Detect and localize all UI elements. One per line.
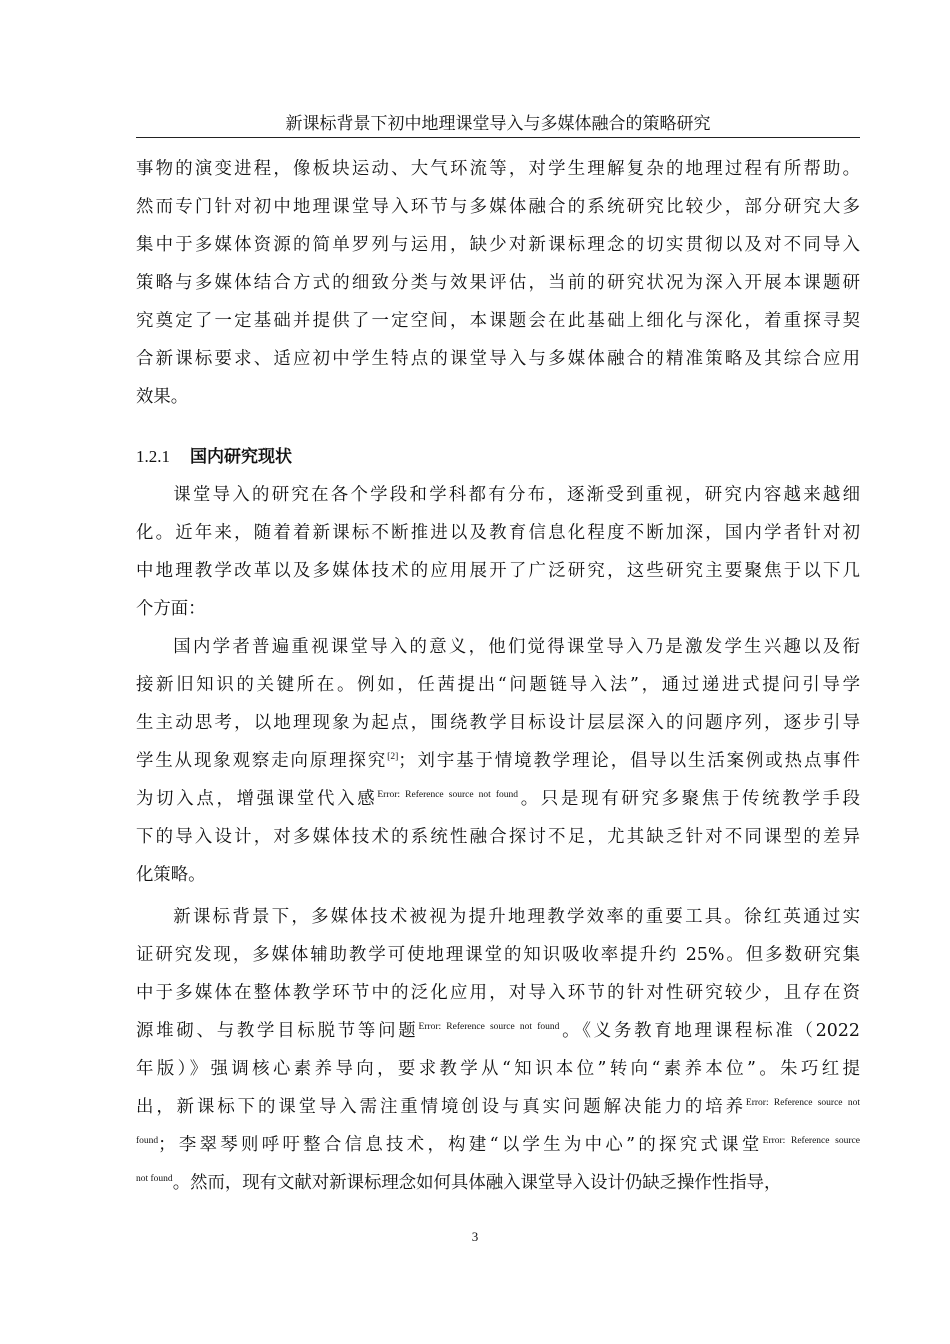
text-line: 为切入点，增强课堂代入感$^{Error: Reference source not found}$。只是现有研究多聚焦于传统教学手段 bbox=[136, 789, 860, 809]
paragraph-4 bbox=[136, 898, 860, 1202]
text-line: 新课标背景下，多媒体技术被视为提升地理教学效率的重要工具。徐红英通过实 bbox=[171, 907, 860, 927]
citation-ref[interactable]: not found bbox=[136, 1174, 173, 1184]
page-number: 3 bbox=[471, 1229, 479, 1244]
citation-ref[interactable]: Error: Reference source not found bbox=[418, 1022, 560, 1032]
citation-ref[interactable]: [2] bbox=[387, 752, 399, 762]
header-rule bbox=[136, 137, 860, 138]
text-line: 国内学者普遍重视课堂导入的意义，他们觉得课堂导入乃是激发学生兴趣以及衔 bbox=[171, 637, 860, 657]
text-line: 化策略。 bbox=[136, 865, 206, 885]
section-title: 国内研究现状 bbox=[190, 447, 292, 467]
paragraph-2 bbox=[136, 476, 860, 628]
citation-ref[interactable]: Error: Reference source not found bbox=[377, 790, 519, 800]
text-line: 下的导入设计，对多媒体技术的系统性融合探讨不足，尤其缺乏针对不同课型的差异 bbox=[136, 827, 860, 847]
section-heading bbox=[136, 438, 860, 476]
section-number: 1.2.1 bbox=[136, 447, 170, 466]
text-line: 策略与多媒体结合方式的细致分类与效果评估，当前的研究状况为深入开展本课题研 bbox=[136, 273, 860, 293]
citation-ref[interactable]: Error: Reference source not bbox=[745, 1098, 860, 1108]
text-line: 接新旧知识的关键所在。例如，任茜提出“问题链导入法”，通过递进式提问引导学 bbox=[136, 675, 860, 695]
text-line: 源堆砌、与教学目标脱节等问题$^{Error: Reference source not found}$。《义务教育地理课程标准（2022 bbox=[136, 1021, 860, 1041]
paragraph-1 bbox=[136, 150, 860, 416]
text-line: 出，新课标下的课堂导入需注重情境创设与真实问题解决能力的培养$^{Error: Reference source not}$ bbox=[136, 1097, 860, 1117]
text-line: 事物的演变进程，像板块运动、大气环流等，对学生理解复杂的地理过程有所帮助。 bbox=[136, 159, 860, 179]
citation-ref[interactable]: Error: Reference source bbox=[762, 1136, 860, 1146]
text-line: $^{not found}$。然而，现有文献对新课标理念如何具体融入课堂导入设计仍缺乏操作性指导， bbox=[136, 1173, 782, 1193]
text-line: 年版）》强调核心素养导向，要求教学从“知识本位”转向“素养本位”。朱巧红提 bbox=[136, 1059, 860, 1079]
text-line: $^{found}$；李翠琴则呼吁整合信息技术，构建“以学生为中心”的探究式课堂$^{Error: Reference source}$ bbox=[136, 1135, 860, 1155]
text-line: 效果。 bbox=[136, 387, 189, 407]
paragraph-3 bbox=[136, 628, 860, 894]
text-line: 证研究发现，多媒体辅助教学可使地理课堂的知识吸收率提升约 25%。但多数研究集 bbox=[136, 945, 860, 965]
body-text bbox=[136, 150, 860, 1202]
text-line: 个方面： bbox=[136, 599, 206, 619]
text-line: 然而专门针对初中地理课堂导入环节与多媒体融合的系统研究比较少，部分研究大多 bbox=[136, 197, 860, 217]
text-line: 化。近年来，随着着新课标不断推进以及教育信息化程度不断加深，国内学者针对初 bbox=[136, 523, 860, 543]
text-line: 中地理教学改革以及多媒体技术的应用展开了广泛研究，这些研究主要聚焦于以下几 bbox=[136, 561, 860, 581]
text-line: 合新课标要求、适应初中学生特点的课堂导入与多媒体融合的精准策略及其综合应用 bbox=[136, 349, 860, 369]
text-line: 中于多媒体在整体教学环节中的泛化应用，对导入环节的针对性研究较少，且存在资 bbox=[136, 983, 860, 1003]
running-header: 新课标背景下初中地理课堂导入与多媒体融合的策略研究 bbox=[285, 114, 711, 134]
text-line: 究奠定了一定基础并提供了一定空间，本课题会在此基础上细化与深化，着重探寻契 bbox=[136, 311, 860, 331]
text-line: 集中于多媒体资源的简单罗列与运用，缺少对新课标理念的切实贯彻以及对不同导入 bbox=[136, 235, 860, 255]
text-line: 生主动思考，以地理现象为起点，围绕教学目标设计层层深入的问题序列，逐步引导 bbox=[136, 713, 860, 733]
section-spacer bbox=[136, 416, 860, 438]
citation-ref[interactable]: found bbox=[136, 1136, 159, 1146]
text-line: 学生从现象观察走向原理探究[2]；刘宇基于情境教学理论，倡导以生活案例或热点事件 bbox=[136, 751, 860, 771]
text-line: 课堂导入的研究在各个学段和学科都有分布，逐渐受到重视，研究内容越来越细 bbox=[171, 485, 860, 505]
